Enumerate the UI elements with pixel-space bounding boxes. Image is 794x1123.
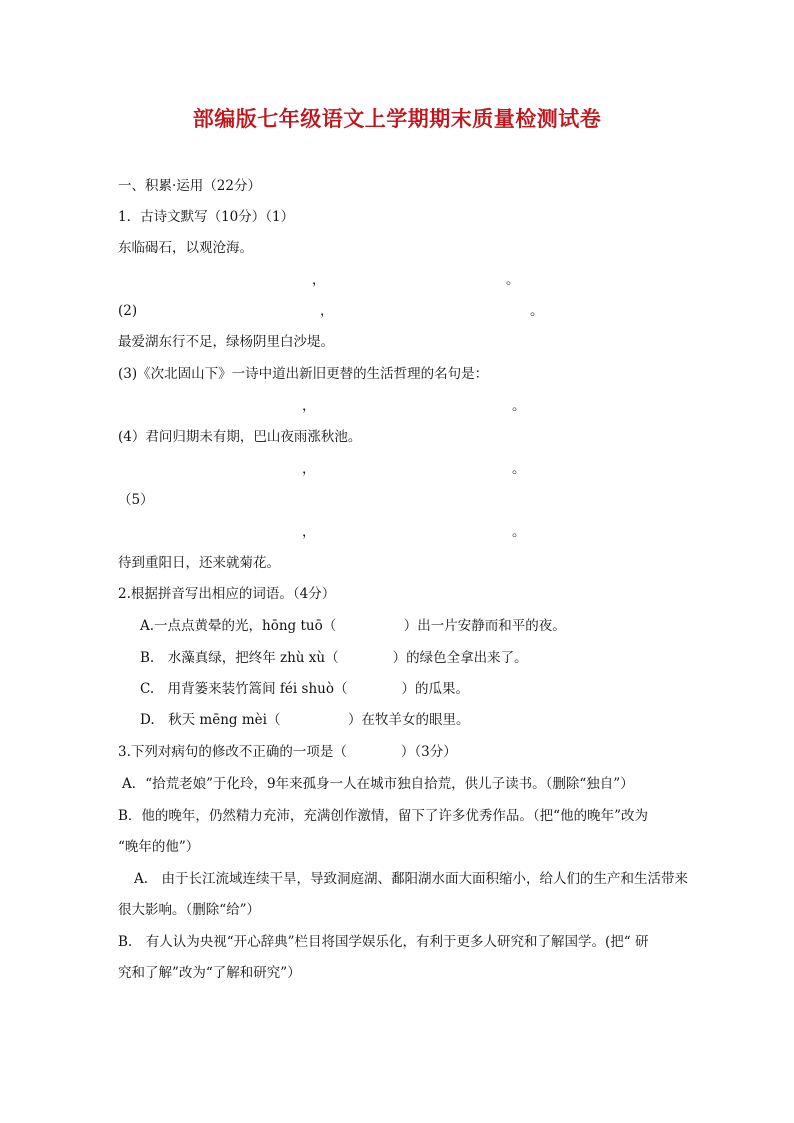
page-title: 部编版七年级语文上学期期末质量检测试卷 xyxy=(192,106,602,131)
blank-comma: ， xyxy=(302,398,316,414)
option-b: B. 水藻真绿，把终年 zhù xù（ ）的绿色全拿出来了。 xyxy=(140,650,528,666)
option-a: A.一点点黄晕的光，hōng tuō（ ）出一片安静而和平的夜。 xyxy=(140,618,566,634)
option-d: D. 秋天 mēng mèi（ ）在牧羊女的眼里。 xyxy=(140,712,470,728)
blank-period: 。 xyxy=(512,524,526,540)
blank-comma: ， xyxy=(302,461,316,477)
poem-line: 最爱湖东行不足，绿杨阴里白沙堤。 xyxy=(118,334,334,350)
blank-period: 。 xyxy=(530,303,544,319)
option-a: A．“拾荒老娘”于化玲，9年来孤身一人在城市独自拾荒，供儿子读书。（删除“独自”） xyxy=(122,776,634,792)
option-d-continued: 究和了解”改为“了解和研究”） xyxy=(118,965,301,981)
section-heading: 一、积累·运用（22分） xyxy=(118,178,261,194)
question-1-heading: 1．古诗文默写（10分）（1） xyxy=(118,209,295,225)
option-c: A. 由于长江流域连续干旱，导致洞庭湖、鄱阳湖水面大面积缩小，给人们的生产和生活带来 xyxy=(134,871,689,887)
part-label: (2) xyxy=(118,303,138,319)
question-part: (4）君问归期未有期，巴山夜雨涨秋池。 xyxy=(118,429,362,445)
question-part: (3)《次北固山下》一诗中道出新旧更替的生活哲理的名句是： xyxy=(118,366,489,382)
part-label: （5） xyxy=(118,492,154,508)
option-c: C. 用背篓来装竹篙间 féi shuò（ ）的瓜果。 xyxy=(140,681,469,697)
question-2-heading: 2.根据拼音写出相应的词语。（4分） xyxy=(118,586,336,602)
blank-comma: ， xyxy=(320,303,334,319)
poem-line: 待到重阳日，还来就菊花。 xyxy=(118,555,280,571)
option-b-continued: “晚年的他”） xyxy=(118,839,200,855)
blank-period: 。 xyxy=(506,272,520,288)
blank-period: 。 xyxy=(512,398,526,414)
blank-comma: ， xyxy=(312,272,326,288)
option-c-continued: 很大影响。（删除“给”） xyxy=(118,902,261,918)
blank-comma: ， xyxy=(302,524,316,540)
option-d: B. 有人认为央视“开心辞典”栏目将国学娱乐化，有利于更多人研究和了解国学。(把“ 研 xyxy=(118,934,649,950)
poem-line: 东临碣石，以观沧海。 xyxy=(118,240,253,256)
blank-period: 。 xyxy=(512,461,526,477)
option-b: B．他的晚年，仍然精力充沛，充满创作激情，留下了许多优秀作品。（把“他的晚年”改为 xyxy=(118,808,648,824)
question-3-heading: 3.下列对病句的修改不正确的一项是（ ）（3分） xyxy=(118,744,457,760)
